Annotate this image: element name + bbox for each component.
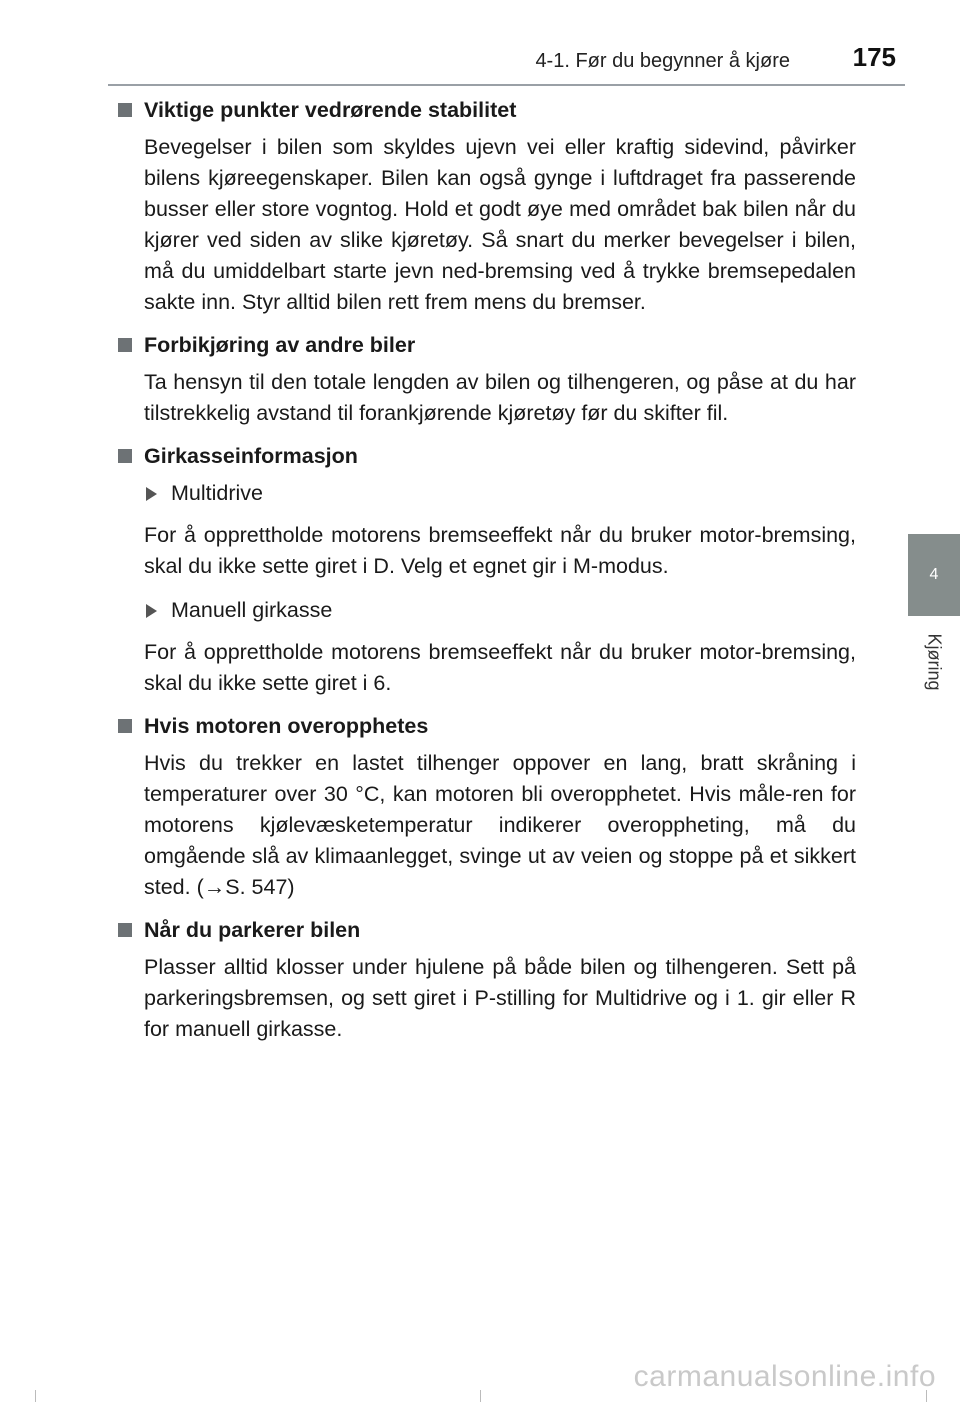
sub-item-label: Manuell girkasse xyxy=(171,598,333,622)
header-rule xyxy=(108,84,905,86)
sub-item-bullet xyxy=(144,478,856,509)
section-heading xyxy=(118,331,856,359)
header-section-title: 4-1. Før du begynner å kjøre xyxy=(535,50,790,72)
section-heading-text: Når du parkerer bilen xyxy=(144,918,361,942)
square-bullet-icon xyxy=(118,923,132,937)
square-bullet-icon xyxy=(118,449,132,463)
section-heading-text: Girkasseinformasjon xyxy=(144,444,358,468)
section-heading-text: Forbikjøring av andre biler xyxy=(144,333,416,357)
chapter-tab xyxy=(908,534,960,616)
square-bullet-icon xyxy=(118,103,132,117)
paragraph: Ta hensyn til den totale lengden av bilen og tilhengeren, og påse at du har tilstrekkelig avstand til forankjørende kjøretøy før du skifter fil. xyxy=(144,370,856,425)
paragraph: Bevegelser i bilen som skyldes ujevn vei eller kraftig sidevind, påvirker bilens kjøreegenskaper. Bilen kan også gynge i luftdraget fra passerende busser eller store vogntog. Hold et godt øye med området bak bilen når du kjører ved siden av slike kjøretøy. Så snart du merker bevegelser i bilen, må du umiddelbart starte jevn ned-bremsing ved å trykke bremsepedalen sakte inn. Styr alltid bilen rett frem mens du bremser. xyxy=(144,135,856,314)
section-heading xyxy=(118,712,856,740)
paragraph: Plasser alltid klosser under hjulene på både bilen og tilhengeren. Sett på parkeringsbremsen, og sett giret i P-stilling for Multidrive og i 1. gir eller R for manuell girkasse. xyxy=(144,955,856,1041)
section-heading xyxy=(118,442,856,470)
sub-item-label: Multidrive xyxy=(171,481,263,505)
crop-mark xyxy=(480,1390,481,1402)
paragraph: For å opprettholde motorens bremseeffekt når du bruker motor-bremsing, skal du ikke sette giret i 6. xyxy=(144,640,856,695)
watermark-text: carmanualsonline.info xyxy=(633,1360,936,1393)
section-heading-text: Hvis motoren overopphetes xyxy=(144,714,429,738)
section-heading xyxy=(118,916,856,944)
square-bullet-icon xyxy=(118,719,132,733)
chapter-number: 4 xyxy=(929,566,939,583)
triangle-bullet-icon xyxy=(146,604,157,618)
section-heading xyxy=(118,96,856,124)
triangle-bullet-icon xyxy=(146,487,157,501)
page-number: 175 xyxy=(852,42,896,72)
crop-mark xyxy=(35,1390,36,1402)
page-content xyxy=(118,96,856,1058)
chapter-label: Kjøring xyxy=(924,633,945,691)
paragraph: For å opprettholde motorens bremseeffekt når du bruker motor-bremsing, skal du ikke sette giret i D. Velg et egnet gir i M-modus. xyxy=(144,523,856,578)
sub-item-bullet xyxy=(144,595,856,626)
paragraph: Hvis du trekker en lastet tilhenger oppover en lang, bratt skråning i temperaturer over 30 °C, kan motoren bli overopphetet. Hvis måle-ren for motorens kjølevæsketemperatur indikerer overoppheting, må du omgående slå av klimaanlegget, svinge ut av veien og stoppe på et sikkert sted. (→S. 547) xyxy=(144,751,856,899)
square-bullet-icon xyxy=(118,338,132,352)
section-heading-text: Viktige punkter vedrørende stabilitet xyxy=(144,98,517,122)
